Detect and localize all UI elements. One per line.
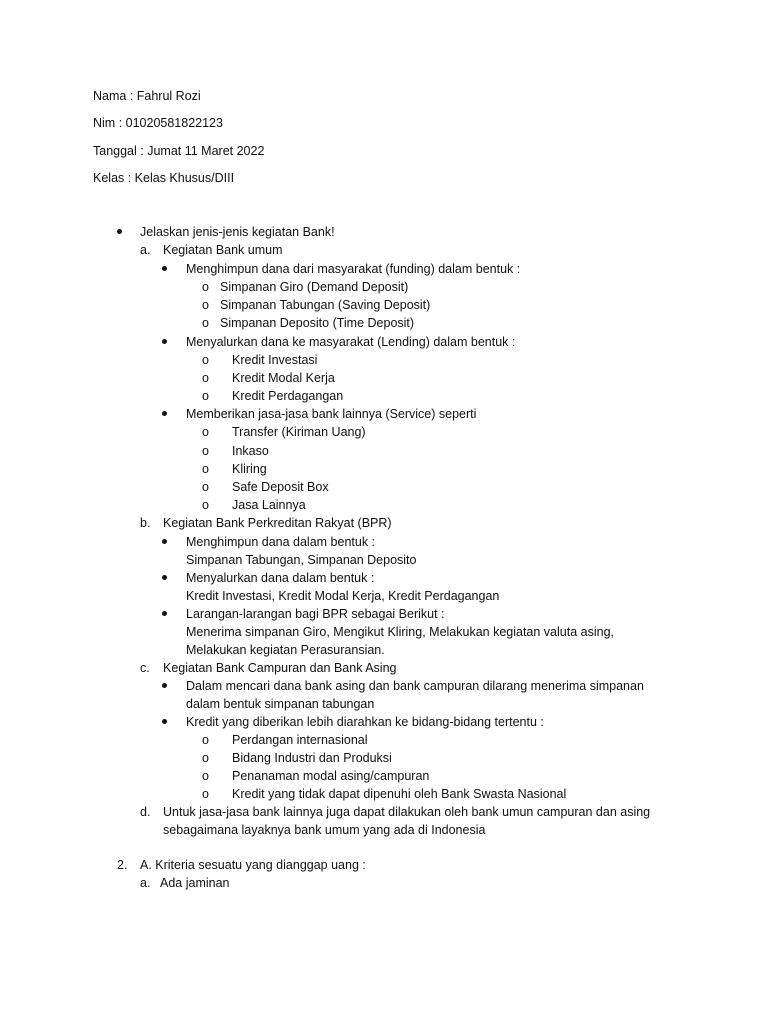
list-item: Kredit yang diberikan lebih diarahkan ke bidang-bidang tertentu :: [186, 715, 544, 729]
bullet-icon: [162, 611, 167, 616]
list-item: Jasa Lainnya: [232, 498, 306, 512]
circle-bullet-icon: o: [202, 769, 209, 783]
list-item: Kredit yang tidak dapat dipenuhi oleh Bank Swasta Nasional: [232, 787, 567, 801]
list-item: Penanaman modal asing/campuran: [232, 769, 430, 783]
list-item: Transfer (Kiriman Uang): [232, 425, 366, 439]
circle-bullet-icon: o: [202, 462, 209, 476]
circle-bullet-icon: o: [202, 371, 209, 385]
list-item: Menghimpun dana dari masyarakat (funding) dalam bentuk :: [186, 262, 521, 276]
list-marker: 2.: [117, 858, 128, 872]
question-2-item: Ada jaminan: [160, 876, 230, 890]
list-item-detail: Melakukan kegiatan Perasuransian.: [186, 643, 385, 657]
bullet-icon: [117, 229, 122, 234]
list-item: Bidang Industri dan Produksi: [232, 751, 392, 765]
circle-bullet-icon: o: [202, 480, 209, 494]
circle-bullet-icon: o: [202, 787, 209, 801]
section-d-text: sebagaimana layaknya bank umum yang ada di Indonesia: [163, 823, 486, 837]
list-item: Simpanan Giro (Demand Deposit): [220, 280, 409, 294]
section-d-text: Untuk jasa-jasa bank lainnya juga dapat dilakukan oleh bank umun campuran dan asing: [163, 805, 651, 819]
bullet-icon: [162, 411, 167, 416]
circle-bullet-icon: o: [202, 298, 209, 312]
list-item: Memberikan jasa-jasa bank lainnya (Service) seperti: [186, 407, 477, 421]
list-marker: b.: [140, 516, 151, 530]
list-item: Kredit Investasi: [232, 353, 318, 367]
list-item: Kredit Perdagangan: [232, 389, 344, 403]
bullet-icon: [162, 719, 167, 724]
student-name: Nama : Fahrul Rozi: [93, 89, 201, 103]
list-item: Menyalurkan dana ke masyarakat (Lending) dalam bentuk :: [186, 335, 516, 349]
bullet-icon: [162, 575, 167, 580]
list-item: Simpanan Deposito (Time Deposit): [220, 316, 415, 330]
list-item: Perdangan internasional: [232, 733, 368, 747]
list-item: Menghimpun dana dalam bentuk :: [186, 535, 376, 549]
list-item: Larangan-larangan bagi BPR sebagai Berikut :: [186, 607, 445, 621]
question-2: A. Kriteria sesuatu yang dianggap uang :: [140, 858, 366, 872]
list-marker: a.: [140, 243, 151, 257]
list-item: Kredit Modal Kerja: [232, 371, 335, 385]
circle-bullet-icon: o: [202, 389, 209, 403]
circle-bullet-icon: o: [202, 498, 209, 512]
bullet-icon: [162, 539, 167, 544]
circle-bullet-icon: o: [202, 353, 209, 367]
list-item: Kliring: [232, 462, 267, 476]
question-1: Jelaskan jenis-jenis kegiatan Bank!: [140, 225, 335, 239]
list-item-detail: Menerima simpanan Giro, Mengikut Kliring, Melakukan kegiatan valuta asing,: [186, 625, 614, 639]
class-line: Kelas : Kelas Khusus/DIII: [93, 171, 235, 185]
circle-bullet-icon: o: [202, 733, 209, 747]
student-nim: Nim : 01020581822123: [93, 116, 223, 130]
date-line: Tanggal : Jumat 11 Maret 2022: [93, 144, 265, 158]
section-c-title: Kegiatan Bank Campuran dan Bank Asing: [163, 661, 397, 675]
list-item: dalam bentuk simpanan tabungan: [186, 697, 375, 711]
circle-bullet-icon: o: [202, 444, 209, 458]
list-item: Simpanan Tabungan (Saving Deposit): [220, 298, 431, 312]
circle-bullet-icon: o: [202, 316, 209, 330]
bullet-icon: [162, 339, 167, 344]
list-item: Dalam mencari dana bank asing dan bank campuran dilarang menerima simpanan: [186, 679, 644, 693]
list-item-detail: Simpanan Tabungan, Simpanan Deposito: [186, 553, 417, 567]
section-a-title: Kegiatan Bank umum: [163, 243, 283, 257]
circle-bullet-icon: o: [202, 425, 209, 439]
list-item: Inkaso: [232, 444, 269, 458]
list-item-detail: Kredit Investasi, Kredit Modal Kerja, Kredit Perdagangan: [186, 589, 500, 603]
list-marker: d.: [140, 805, 151, 819]
bullet-icon: [162, 683, 167, 688]
bullet-icon: [162, 266, 167, 271]
list-marker: a.: [140, 876, 151, 890]
section-b-title: Kegiatan Bank Perkreditan Rakyat (BPR): [163, 516, 392, 530]
circle-bullet-icon: o: [202, 280, 209, 294]
circle-bullet-icon: o: [202, 751, 209, 765]
list-marker: c.: [140, 661, 150, 675]
list-item: Menyalurkan dana dalam bentuk :: [186, 571, 375, 585]
list-item: Safe Deposit Box: [232, 480, 329, 494]
